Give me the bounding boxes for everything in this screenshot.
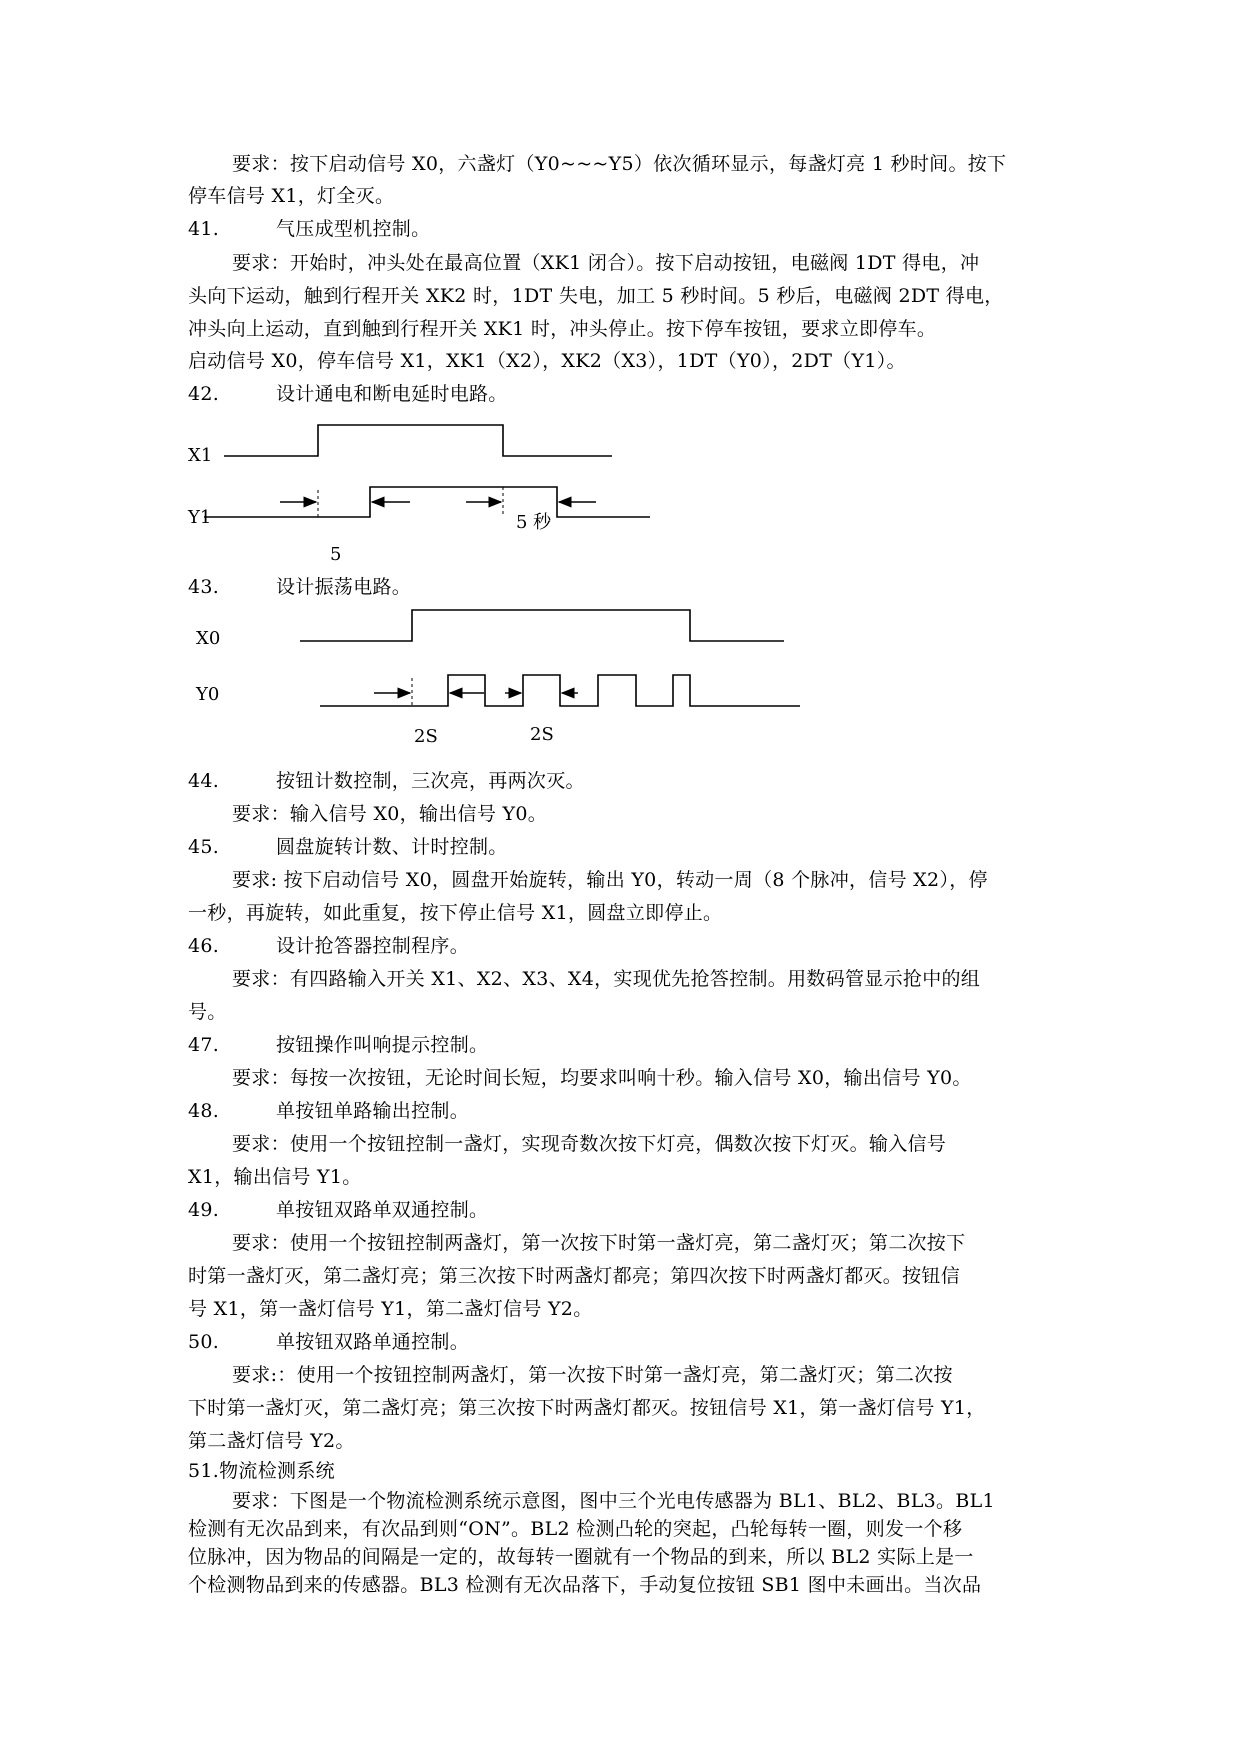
paragraph-line: 第二盏灯信号 Y2。 xyxy=(188,1430,355,1452)
paragraph-first-line: 要求：每按一次按钮，无论时间长短，均要求叫响十秒。输入信号 X0，输出信号 Y0。 xyxy=(232,1067,972,1089)
paragraph-line: 号 X1，第一盏灯信号 Y1，第二盏灯信号 Y2。 xyxy=(188,1298,593,1320)
paragraph-first-line: 要求：输入信号 X0，输出信号 Y0。 xyxy=(232,803,548,825)
item-number: 48. xyxy=(188,1100,220,1122)
item-number: 47. xyxy=(188,1034,220,1056)
paragraph-first-line: 要求：下图是一个物流检测系统示意图，图中三个光电传感器为 BL1、BL2、BL3。BL1 xyxy=(232,1490,995,1512)
paragraph-line: 头向下运动，触到行程开关 XK2 时，1DT 失电，加工 5 秒时间。5 秒后，电磁阀 2DT 得电， xyxy=(188,285,1004,307)
delay-label-5-left: 5 xyxy=(330,544,342,565)
paragraph-first-line: 要求：按下启动信号 X0，六盏灯（Y0~~~Y5）依次循环显示，每盏灯亮 1 秒时间。按下 xyxy=(232,153,1007,175)
paragraph-first-line: 要求: 按下启动信号 X0，圆盘开始旋转，输出 Y0，转动一周（8 个脉冲，信号 X2），停 xyxy=(232,869,988,891)
paragraph-line: 冲头向上运动，直到触到行程开关 XK1 时，冲头停止。按下停车按钮，要求立即停车。 xyxy=(188,318,937,340)
paragraph-line: 51.物流检测系统 xyxy=(188,1460,335,1482)
item-number: 50. xyxy=(188,1331,220,1353)
x1-waveform xyxy=(224,425,612,456)
item-title: 设计抢答器控制程序。 xyxy=(276,935,470,957)
paragraph-line: 停车信号 X1，灯全灭。 xyxy=(188,185,395,207)
y0-waveform xyxy=(320,675,800,706)
period-label-2: 2S xyxy=(530,724,554,745)
item-number: 46. xyxy=(188,935,220,957)
paragraph-line: X1，输出信号 Y1。 xyxy=(188,1166,362,1188)
item-number: 45. xyxy=(188,836,220,858)
y1-waveform xyxy=(204,487,650,517)
x0-signal-label: X0 xyxy=(196,628,221,649)
x1-signal-label: X1 xyxy=(188,445,213,466)
item-number: 43. xyxy=(188,576,220,598)
y0-signal-label: Y0 xyxy=(196,684,220,705)
item-number: 41. xyxy=(188,218,220,240)
item-title: 设计振荡电路。 xyxy=(276,576,412,598)
item-number: 42. xyxy=(188,383,220,405)
item-title: 单按钮双路单双通控制。 xyxy=(276,1199,489,1221)
item-number: 49. xyxy=(188,1199,220,1221)
item-title: 按钮操作叫响提示控制。 xyxy=(276,1034,489,1056)
diagram-42 xyxy=(187,425,650,565)
item-title: 单按钮双路单通控制。 xyxy=(276,1331,470,1353)
item-title: 设计通电和断电延时电路。 xyxy=(276,383,508,405)
paragraph-first-line: 要求：使用一个按钮控制一盏灯，实现奇数次按下灯亮，偶数次按下灯灭。输入信号 xyxy=(232,1133,947,1155)
paragraph-first-line: 要求：有四路输入开关 X1、X2、X3、X4，实现优先抢答控制。用数码管显示抢中的组 xyxy=(232,968,981,990)
paragraph-line: 个检测物品到来的传感器。BL3 检测有无次品落下，手动复位按钮 SB1 图中未画出。当次品 xyxy=(188,1574,982,1596)
item-title: 圆盘旋转计数、计时控制。 xyxy=(276,836,508,858)
item-title: 按钮计数控制，三次亮，再两次灭。 xyxy=(276,770,585,792)
paragraph-first-line: 要求:：使用一个按钮控制两盏灯，第一次按下时第一盏灯亮，第二盏灯灭；第二次按 xyxy=(232,1364,953,1386)
item-title: 单按钮单路输出控制。 xyxy=(276,1100,470,1122)
paragraph-line: 下时第一盏灯灭，第二盏灯亮；第三次按下时两盏灯都灭。按钮信号 X1，第一盏灯信号 Y1， xyxy=(188,1397,986,1419)
paragraph-line: 位脉冲，因为物品的间隔是一定的，故每转一圈就有一个物品的到来，所以 BL2 实际上是一 xyxy=(188,1546,974,1568)
paragraph-line: 检测有无次品到来，有次品到则“ON”。BL2 检测凸轮的突起，凸轮每转一圈，则发一个移 xyxy=(188,1518,963,1540)
period-label-1: 2S xyxy=(414,726,438,747)
paragraph-first-line: 要求：开始时，冲头处在最高位置（XK1 闭合）。按下启动按钮，电磁阀 1DT 得电，冲 xyxy=(232,252,980,274)
paragraph-line: 启动信号 X0，停车信号 X1，XK1（X2），XK2（X3），1DT（Y0），2DT（Y1）。 xyxy=(188,350,906,372)
paragraph-line: 号。 xyxy=(188,1001,227,1023)
item-number: 44. xyxy=(188,770,220,792)
item-title: 气压成型机控制。 xyxy=(276,218,431,240)
y1-signal-label: Y1 xyxy=(188,507,212,528)
diagram-43 xyxy=(195,610,800,747)
paragraph-first-line: 要求：使用一个按钮控制两盏灯，第一次按下时第一盏灯亮，第二盏灯灭；第二次按下 xyxy=(232,1232,966,1254)
paragraph-line: 时第一盏灯灭，第二盏灯亮；第三次按下时两盏灯都亮；第四次按下时两盏灯都灭。按钮信 xyxy=(188,1265,961,1287)
paragraph-line: 一秒，再旋转，如此重复，按下停止信号 X1，圆盘立即停止。 xyxy=(188,902,723,924)
delay-label-5s-right: 5 秒 xyxy=(516,512,552,533)
x0-waveform xyxy=(300,610,784,641)
